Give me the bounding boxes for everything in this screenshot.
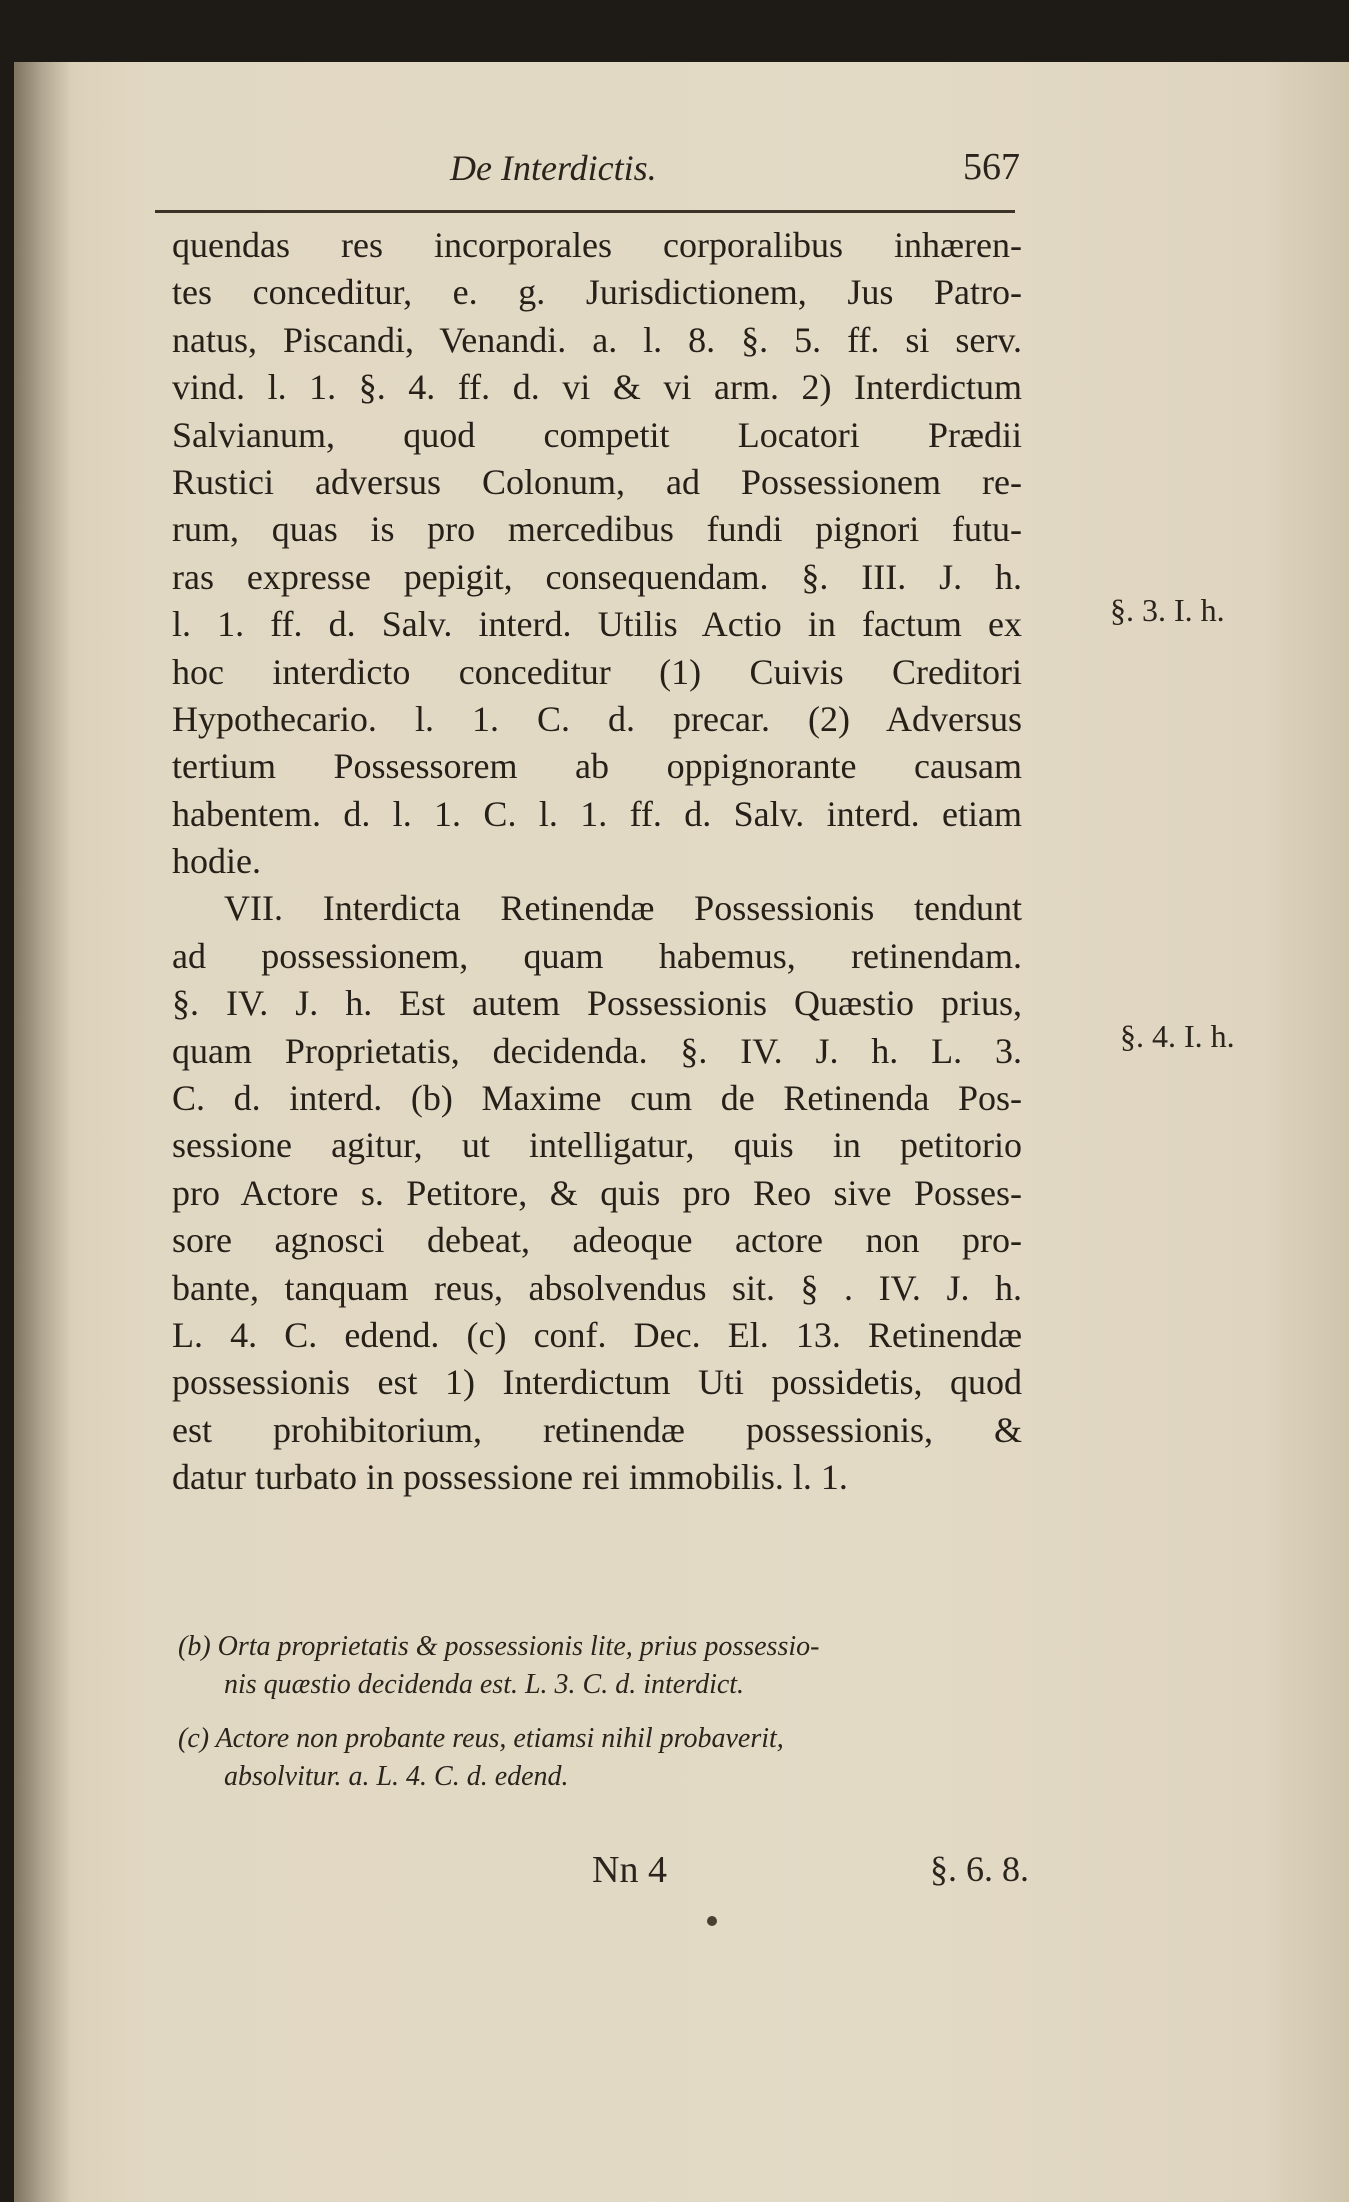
body-line: natus, Piscandi, Venandi. a. l. 8. §. 5. ff. si serv. <box>172 319 1022 360</box>
body-line: ad possessionem, quam habemus, retinendam. <box>172 935 1022 976</box>
footnote <box>178 1628 1028 1704</box>
footnote-line: nis quæstio decidenda est. L. 3. C. d. interdict. <box>224 1669 745 1700</box>
body-line: sore agnosci debeat, adeoque actore non pro- <box>172 1220 1022 1261</box>
body-line: Hypothecario. l. 1. C. d. precar. (2) Adversus <box>172 698 1022 739</box>
body-line: hodie. <box>172 841 261 882</box>
page-number: 567 <box>963 146 1020 188</box>
body-line: L. 4. C. edend. (c) conf. Dec. El. 13. Retinendæ <box>172 1314 1022 1355</box>
ink-dot <box>707 1916 717 1926</box>
body-line: bante, tanquam reus, absolvendus sit. § . IV. J. h. <box>172 1267 1022 1308</box>
footnote-line: (b) Orta proprietatis & possessionis lite, prius possessio- <box>178 1631 820 1662</box>
body-line: hoc interdicto conceditur (1) Cuivis Creditori <box>172 651 1022 692</box>
body-line: est prohibitorium, retinendæ possessionis, & <box>172 1409 1022 1450</box>
page-gutter-shadow <box>14 62 72 2202</box>
body-line: tes conceditur, e. g. Jurisdictionem, Jus Patro- <box>172 272 1022 313</box>
body-line: ras expresse pepigit, consequendam. §. III. J. h. <box>172 556 1022 597</box>
margin-note: §. 4. I. h. <box>1120 1018 1235 1054</box>
body-line: VII. Interdicta Retinendæ Possessionis tendunt <box>224 888 1022 929</box>
body-line: possessionis est 1) Interdictum Uti possidetis, quod <box>172 1362 1022 1403</box>
footnote-line: absolvitur. a. L. 4. C. d. edend. <box>224 1761 569 1792</box>
body-line: §. IV. J. h. Est autem Possessionis Quæstio prius, <box>172 983 1022 1024</box>
margin-note: §. 3. I. h. <box>1110 592 1225 628</box>
body-line: quendas res incorporales corporalibus inhæren- <box>172 225 1022 265</box>
footnotes <box>178 1628 1028 1812</box>
signature-mark: Nn 4 <box>592 1849 667 1891</box>
body-line: sessione agitur, ut intelligatur, quis in petitorio <box>172 1125 1022 1166</box>
body-line: l. 1. ff. d. Salv. interd. Utilis Actio in factum ex <box>172 604 1022 645</box>
body-line: C. d. interd. (b) Maxime cum de Retinenda Pos- <box>172 1078 1022 1119</box>
body-line: quam Proprietatis, decidenda. §. IV. J. h. L. 3. <box>172 1030 1022 1071</box>
body-line: Salvianum, quod competit Locatori Prædii <box>172 414 1022 455</box>
body-line: rum, quas is pro mercedibus fundi pignori futu- <box>172 509 1022 550</box>
body-line: tertium Possessorem ab oppignorante causam <box>172 746 1022 787</box>
running-head-title: De Interdictis. <box>450 148 657 188</box>
body-line: pro Actore s. Petitore, & quis pro Reo sive Posses- <box>172 1172 1022 1213</box>
body-text <box>172 222 1022 1502</box>
running-head <box>150 135 1020 195</box>
body-line: habentem. d. l. 1. C. l. 1. ff. d. Salv. interd. etiam <box>172 793 1022 834</box>
body-line: datur turbato in possessione rei immobilis. l. 1. <box>172 1457 848 1498</box>
catchword: §. 6. 8. <box>930 1849 1029 1889</box>
body-line: vind. l. 1. §. 4. ff. d. vi & vi arm. 2) Interdictum <box>172 367 1022 408</box>
header-rule <box>155 210 1015 213</box>
footnote-line: (c) Actore non probante reus, etiamsi nihil probaverit, <box>178 1723 784 1754</box>
body-line: Rustici adversus Colonum, ad Possessionem re- <box>172 461 1022 502</box>
footnote <box>178 1720 1028 1796</box>
